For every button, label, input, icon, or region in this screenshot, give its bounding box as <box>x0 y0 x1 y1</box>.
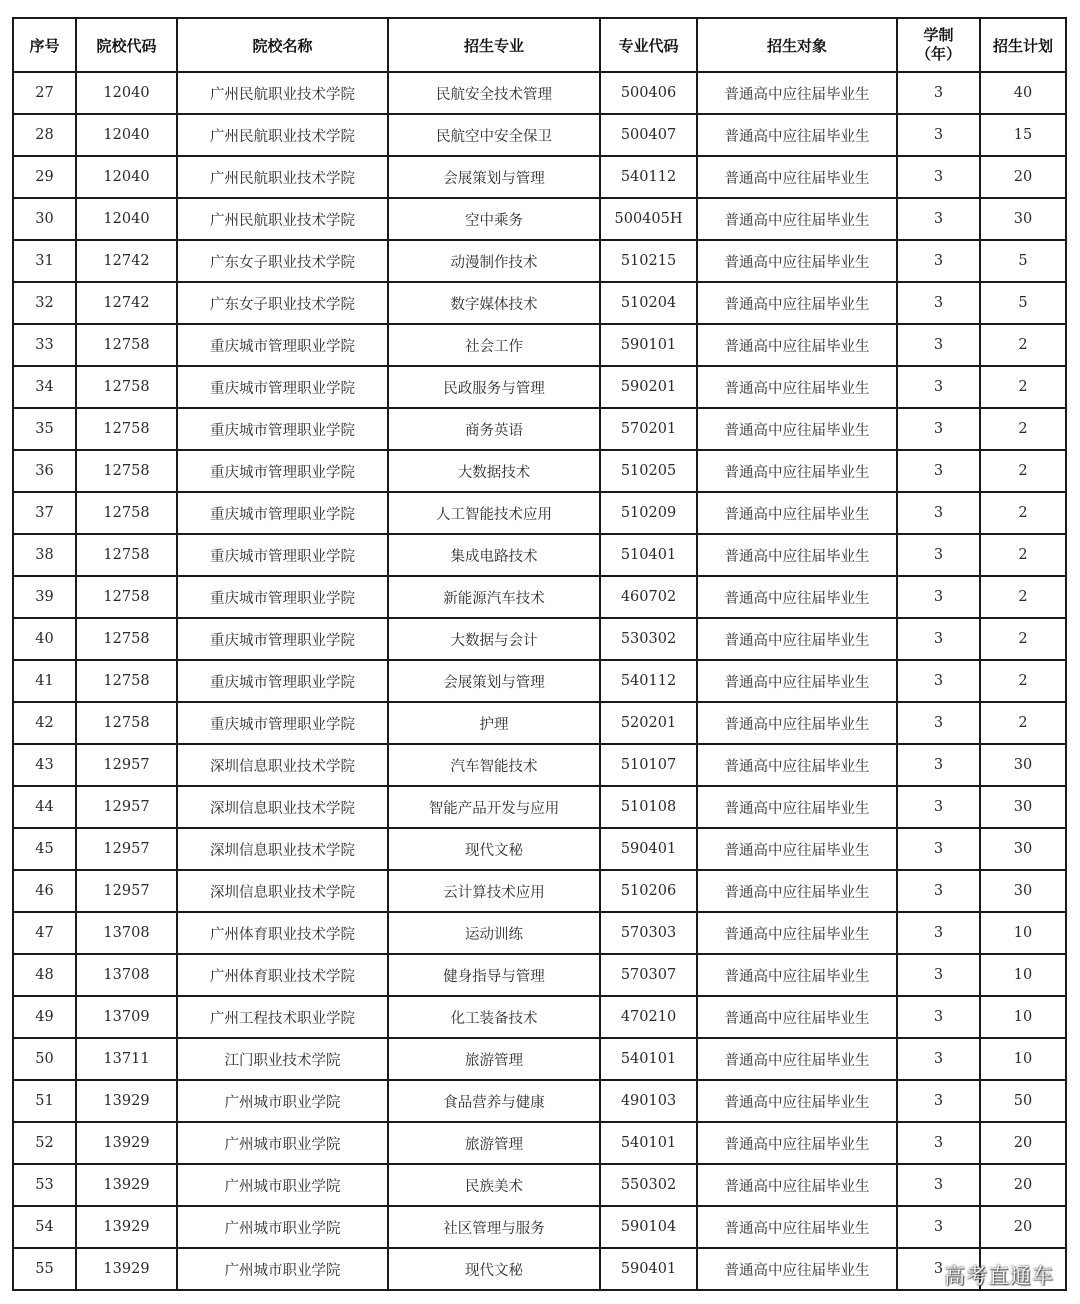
table-row <box>13 786 1066 828</box>
header-study-years-line1: 学制 <box>923 26 954 44</box>
cell-seq: 34 <box>13 366 76 408</box>
table-header-row <box>13 18 1066 72</box>
cell-study-years: 3 <box>897 492 980 534</box>
cell-target: 普通高中应往届毕业生 <box>697 954 897 996</box>
header-major-code: 专业代码 <box>600 18 697 72</box>
table-row <box>13 1122 1066 1164</box>
cell-target: 普通高中应往届毕业生 <box>697 996 897 1038</box>
cell-seq: 35 <box>13 408 76 450</box>
cell-study-years: 3 <box>897 828 980 870</box>
cell-target: 普通高中应往届毕业生 <box>697 870 897 912</box>
cell-major-code: 510204 <box>600 282 697 324</box>
cell-major-code: 540112 <box>600 660 697 702</box>
cell-school-code: 12957 <box>76 870 177 912</box>
table-row <box>13 954 1066 996</box>
table-row <box>13 660 1066 702</box>
table-row <box>13 702 1066 744</box>
cell-target: 普通高中应往届毕业生 <box>697 618 897 660</box>
cell-study-years: 3 <box>897 996 980 1038</box>
cell-major: 会展策划与管理 <box>388 156 600 198</box>
cell-seq: 40 <box>13 618 76 660</box>
cell-target: 普通高中应往届毕业生 <box>697 240 897 282</box>
header-major: 招生专业 <box>388 18 600 72</box>
cell-school-code: 12758 <box>76 576 177 618</box>
cell-target: 普通高中应往届毕业生 <box>697 1248 897 1290</box>
cell-school-code: 12758 <box>76 660 177 702</box>
cell-plan: 2 <box>980 492 1066 534</box>
cell-major: 动漫制作技术 <box>388 240 600 282</box>
cell-school-code: 12742 <box>76 240 177 282</box>
cell-study-years: 3 <box>897 702 980 744</box>
cell-school-name: 重庆城市管理职业学院 <box>177 408 388 450</box>
cell-major: 人工智能技术应用 <box>388 492 600 534</box>
cell-school-code: 13708 <box>76 912 177 954</box>
cell-major: 旅游管理 <box>388 1038 600 1080</box>
cell-major-code: 570303 <box>600 912 697 954</box>
header-school-code: 院校代码 <box>76 18 177 72</box>
cell-study-years: 3 <box>897 576 980 618</box>
header-target: 招生对象 <box>697 18 897 72</box>
cell-major-code: 460702 <box>600 576 697 618</box>
cell-target: 普通高中应往届毕业生 <box>697 744 897 786</box>
table-row <box>13 534 1066 576</box>
cell-plan: 5 <box>980 240 1066 282</box>
cell-major: 数字媒体技术 <box>388 282 600 324</box>
cell-seq: 42 <box>13 702 76 744</box>
cell-school-name: 广州城市职业学院 <box>177 1122 388 1164</box>
cell-school-name: 重庆城市管理职业学院 <box>177 660 388 702</box>
cell-study-years: 3 <box>897 1122 980 1164</box>
cell-plan: 2 <box>980 366 1066 408</box>
cell-school-code: 13929 <box>76 1248 177 1290</box>
cell-school-code: 13711 <box>76 1038 177 1080</box>
cell-school-code: 12040 <box>76 198 177 240</box>
cell-major: 会展策划与管理 <box>388 660 600 702</box>
cell-school-code: 12758 <box>76 702 177 744</box>
cell-school-name: 广州城市职业学院 <box>177 1206 388 1248</box>
cell-plan: 30 <box>980 828 1066 870</box>
cell-school-code: 12957 <box>76 744 177 786</box>
cell-major-code: 590201 <box>600 366 697 408</box>
document-page <box>12 17 1065 1291</box>
cell-study-years: 3 <box>897 240 980 282</box>
cell-target: 普通高中应往届毕业生 <box>697 1164 897 1206</box>
cell-plan: 2 <box>980 618 1066 660</box>
cell-major: 民政服务与管理 <box>388 366 600 408</box>
cell-school-code: 12957 <box>76 828 177 870</box>
cell-school-code: 12758 <box>76 408 177 450</box>
cell-major-code: 570307 <box>600 954 697 996</box>
cell-major: 空中乘务 <box>388 198 600 240</box>
cell-school-code: 13929 <box>76 1080 177 1122</box>
cell-target: 普通高中应往届毕业生 <box>697 660 897 702</box>
cell-school-name: 重庆城市管理职业学院 <box>177 366 388 408</box>
cell-plan: 30 <box>980 786 1066 828</box>
cell-seq: 54 <box>13 1206 76 1248</box>
cell-major-code: 470210 <box>600 996 697 1038</box>
table-row <box>13 1206 1066 1248</box>
header-school-name: 院校名称 <box>177 18 388 72</box>
cell-school-name: 广州体育职业技术学院 <box>177 912 388 954</box>
cell-plan: 2 <box>980 408 1066 450</box>
table-row <box>13 1164 1066 1206</box>
cell-seq: 50 <box>13 1038 76 1080</box>
cell-seq: 32 <box>13 282 76 324</box>
cell-target: 普通高中应往届毕业生 <box>697 534 897 576</box>
cell-major: 社会工作 <box>388 324 600 366</box>
cell-major-code: 510205 <box>600 450 697 492</box>
cell-study-years: 3 <box>897 954 980 996</box>
cell-major-code: 510108 <box>600 786 697 828</box>
cell-major: 民航空中安全保卫 <box>388 114 600 156</box>
table-body <box>13 72 1066 1290</box>
cell-school-code: 13929 <box>76 1206 177 1248</box>
cell-major-code: 570201 <box>600 408 697 450</box>
cell-study-years: 3 <box>897 114 980 156</box>
cell-school-name: 深圳信息职业技术学院 <box>177 786 388 828</box>
cell-school-name: 广州城市职业学院 <box>177 1080 388 1122</box>
cell-target: 普通高中应往届毕业生 <box>697 72 897 114</box>
cell-school-name: 广州工程技术职业学院 <box>177 996 388 1038</box>
table-row <box>13 72 1066 114</box>
table-row <box>13 912 1066 954</box>
cell-major-code: 510215 <box>600 240 697 282</box>
cell-school-name: 重庆城市管理职业学院 <box>177 450 388 492</box>
cell-plan: 20 <box>980 156 1066 198</box>
cell-school-name: 江门职业技术学院 <box>177 1038 388 1080</box>
cell-major-code: 540101 <box>600 1038 697 1080</box>
cell-study-years: 3 <box>897 198 980 240</box>
cell-major-code: 510107 <box>600 744 697 786</box>
cell-study-years: 3 <box>897 156 980 198</box>
cell-plan: 20 <box>980 1206 1066 1248</box>
cell-study-years: 3 <box>897 282 980 324</box>
cell-target: 普通高中应往届毕业生 <box>697 156 897 198</box>
table-row <box>13 198 1066 240</box>
cell-study-years: 3 <box>897 1206 980 1248</box>
cell-plan: 10 <box>980 1038 1066 1080</box>
cell-seq: 48 <box>13 954 76 996</box>
cell-school-code: 12957 <box>76 786 177 828</box>
header-study-years <box>897 18 980 72</box>
cell-school-name: 重庆城市管理职业学院 <box>177 324 388 366</box>
cell-target: 普通高中应往届毕业生 <box>697 702 897 744</box>
cell-target: 普通高中应往届毕业生 <box>697 1038 897 1080</box>
cell-school-name: 重庆城市管理职业学院 <box>177 576 388 618</box>
table-row <box>13 408 1066 450</box>
cell-plan: 2 <box>980 534 1066 576</box>
cell-major: 云计算技术应用 <box>388 870 600 912</box>
cell-study-years: 3 <box>897 870 980 912</box>
cell-major-code: 500407 <box>600 114 697 156</box>
cell-seq: 43 <box>13 744 76 786</box>
cell-school-code: 13708 <box>76 954 177 996</box>
cell-school-name: 广州体育职业技术学院 <box>177 954 388 996</box>
cell-plan: 30 <box>980 870 1066 912</box>
cell-school-name: 重庆城市管理职业学院 <box>177 702 388 744</box>
cell-seq: 36 <box>13 450 76 492</box>
cell-school-name: 重庆城市管理职业学院 <box>177 534 388 576</box>
cell-study-years: 3 <box>897 72 980 114</box>
cell-school-code: 12758 <box>76 492 177 534</box>
cell-study-years: 3 <box>897 786 980 828</box>
cell-plan: 2 <box>980 450 1066 492</box>
cell-major: 集成电路技术 <box>388 534 600 576</box>
cell-plan: 20 <box>980 1122 1066 1164</box>
table-row <box>13 156 1066 198</box>
cell-plan: 2 <box>980 324 1066 366</box>
cell-school-code: 12742 <box>76 282 177 324</box>
header-seq: 序号 <box>13 18 76 72</box>
cell-major-code: 590104 <box>600 1206 697 1248</box>
cell-major: 新能源汽车技术 <box>388 576 600 618</box>
cell-school-code: 12758 <box>76 618 177 660</box>
cell-plan: 40 <box>980 72 1066 114</box>
cell-major: 护理 <box>388 702 600 744</box>
cell-study-years: 3 <box>897 744 980 786</box>
cell-major: 民航安全技术管理 <box>388 72 600 114</box>
watermark-text: 高考直通车 <box>944 1264 1054 1288</box>
cell-study-years: 3 <box>897 534 980 576</box>
cell-major: 健身指导与管理 <box>388 954 600 996</box>
cell-major: 社区管理与服务 <box>388 1206 600 1248</box>
cell-study-years: 3 <box>897 366 980 408</box>
table-row <box>13 1080 1066 1122</box>
table-row <box>13 870 1066 912</box>
table-row <box>13 1038 1066 1080</box>
cell-plan: 30 <box>980 198 1066 240</box>
cell-study-years: 3 <box>897 1038 980 1080</box>
cell-major-code: 510206 <box>600 870 697 912</box>
cell-target: 普通高中应往届毕业生 <box>697 1122 897 1164</box>
cell-target: 普通高中应往届毕业生 <box>697 786 897 828</box>
cell-seq: 49 <box>13 996 76 1038</box>
cell-school-code: 12758 <box>76 450 177 492</box>
cell-school-name: 深圳信息职业技术学院 <box>177 870 388 912</box>
cell-school-name: 深圳信息职业技术学院 <box>177 828 388 870</box>
cell-major: 现代文秘 <box>388 828 600 870</box>
cell-major-code: 510401 <box>600 534 697 576</box>
cell-major: 大数据技术 <box>388 450 600 492</box>
cell-plan: 2 <box>980 702 1066 744</box>
cell-target: 普通高中应往届毕业生 <box>697 1080 897 1122</box>
cell-plan: 50 <box>980 1080 1066 1122</box>
cell-target: 普通高中应往届毕业生 <box>697 366 897 408</box>
cell-major-code: 550302 <box>600 1164 697 1206</box>
header-plan: 招生计划 <box>980 18 1066 72</box>
cell-major: 民族美术 <box>388 1164 600 1206</box>
cell-school-name: 重庆城市管理职业学院 <box>177 492 388 534</box>
cell-seq: 31 <box>13 240 76 282</box>
cell-plan: 30 <box>980 744 1066 786</box>
cell-seq: 44 <box>13 786 76 828</box>
cell-plan: 5 <box>980 282 1066 324</box>
cell-study-years: 3 <box>897 660 980 702</box>
cell-seq: 52 <box>13 1122 76 1164</box>
cell-seq: 47 <box>13 912 76 954</box>
table-row <box>13 576 1066 618</box>
table-row <box>13 828 1066 870</box>
cell-target: 普通高中应往届毕业生 <box>697 576 897 618</box>
cell-major-code: 500406 <box>600 72 697 114</box>
cell-target: 普通高中应往届毕业生 <box>697 912 897 954</box>
cell-major-code: 500405H <box>600 198 697 240</box>
cell-study-years: 3 <box>897 618 980 660</box>
cell-school-name: 广州城市职业学院 <box>177 1164 388 1206</box>
cell-school-name: 广州民航职业技术学院 <box>177 198 388 240</box>
cell-major-code: 490103 <box>600 1080 697 1122</box>
table-row <box>13 282 1066 324</box>
cell-target: 普通高中应往届毕业生 <box>697 114 897 156</box>
cell-school-name: 广州民航职业技术学院 <box>177 114 388 156</box>
cell-seq: 53 <box>13 1164 76 1206</box>
cell-plan: 10 <box>980 954 1066 996</box>
cell-school-code: 12758 <box>76 324 177 366</box>
cell-target: 普通高中应往届毕业生 <box>697 324 897 366</box>
cell-target: 普通高中应往届毕业生 <box>697 1206 897 1248</box>
cell-plan: 10 <box>980 996 1066 1038</box>
cell-school-name: 广州民航职业技术学院 <box>177 72 388 114</box>
cell-plan: 2 <box>980 660 1066 702</box>
cell-major-code: 530302 <box>600 618 697 660</box>
cell-school-name: 深圳信息职业技术学院 <box>177 744 388 786</box>
cell-plan: 20 <box>980 1164 1066 1206</box>
cell-major-code: 540112 <box>600 156 697 198</box>
cell-study-years: 3 <box>897 408 980 450</box>
cell-target: 普通高中应往届毕业生 <box>697 282 897 324</box>
cell-seq: 27 <box>13 72 76 114</box>
cell-school-code: 13929 <box>76 1122 177 1164</box>
table-row <box>13 240 1066 282</box>
cell-major: 旅游管理 <box>388 1122 600 1164</box>
cell-major-code: 540101 <box>600 1122 697 1164</box>
cell-school-name: 重庆城市管理职业学院 <box>177 618 388 660</box>
table-row <box>13 366 1066 408</box>
enrollment-plan-table <box>12 17 1067 1291</box>
cell-major: 汽车智能技术 <box>388 744 600 786</box>
cell-target: 普通高中应往届毕业生 <box>697 408 897 450</box>
cell-seq: 38 <box>13 534 76 576</box>
cell-seq: 39 <box>13 576 76 618</box>
table-row <box>13 618 1066 660</box>
cell-plan: 15 <box>980 114 1066 156</box>
cell-seq: 41 <box>13 660 76 702</box>
cell-school-code: 13709 <box>76 996 177 1038</box>
cell-study-years: 3 <box>897 1080 980 1122</box>
cell-major: 商务英语 <box>388 408 600 450</box>
table-row <box>13 492 1066 534</box>
cell-school-name: 广东女子职业技术学院 <box>177 282 388 324</box>
cell-major: 运动训练 <box>388 912 600 954</box>
cell-school-code: 12040 <box>76 72 177 114</box>
cell-study-years: 3 <box>897 450 980 492</box>
cell-study-years: 3 <box>897 912 980 954</box>
cell-school-code: 13929 <box>76 1164 177 1206</box>
cell-study-years: 3 <box>897 324 980 366</box>
cell-major-code: 590401 <box>600 1248 697 1290</box>
cell-target: 普通高中应往届毕业生 <box>697 492 897 534</box>
cell-school-name: 广州民航职业技术学院 <box>177 156 388 198</box>
cell-major-code: 510209 <box>600 492 697 534</box>
cell-plan: 2 <box>980 576 1066 618</box>
cell-seq: 30 <box>13 198 76 240</box>
cell-school-name: 广东女子职业技术学院 <box>177 240 388 282</box>
cell-seq: 46 <box>13 870 76 912</box>
cell-major: 现代文秘 <box>388 1248 600 1290</box>
cell-major: 化工装备技术 <box>388 996 600 1038</box>
table-row <box>13 114 1066 156</box>
cell-target: 普通高中应往届毕业生 <box>697 450 897 492</box>
cell-seq: 51 <box>13 1080 76 1122</box>
table-row <box>13 450 1066 492</box>
cell-school-code: 12758 <box>76 534 177 576</box>
cell-major-code: 520201 <box>600 702 697 744</box>
table-row <box>13 996 1066 1038</box>
cell-study-years: 3 <box>897 1248 980 1290</box>
cell-school-name: 广州城市职业学院 <box>177 1248 388 1290</box>
cell-major-code: 590101 <box>600 324 697 366</box>
cell-seq: 28 <box>13 114 76 156</box>
cell-target: 普通高中应往届毕业生 <box>697 828 897 870</box>
cell-seq: 29 <box>13 156 76 198</box>
cell-major: 大数据与会计 <box>388 618 600 660</box>
cell-school-code: 12040 <box>76 114 177 156</box>
table-row <box>13 324 1066 366</box>
cell-target: 普通高中应往届毕业生 <box>697 198 897 240</box>
cell-school-code: 12758 <box>76 366 177 408</box>
cell-major: 食品营养与健康 <box>388 1080 600 1122</box>
cell-study-years: 3 <box>897 1164 980 1206</box>
cell-plan: 10 <box>980 912 1066 954</box>
header-study-years-line2: （年） <box>915 45 961 63</box>
cell-seq: 33 <box>13 324 76 366</box>
table-row <box>13 1248 1066 1290</box>
table-row <box>13 744 1066 786</box>
cell-seq: 45 <box>13 828 76 870</box>
cell-school-code: 12040 <box>76 156 177 198</box>
cell-seq: 37 <box>13 492 76 534</box>
cell-major-code: 590401 <box>600 828 697 870</box>
cell-seq: 55 <box>13 1248 76 1290</box>
cell-major: 智能产品开发与应用 <box>388 786 600 828</box>
